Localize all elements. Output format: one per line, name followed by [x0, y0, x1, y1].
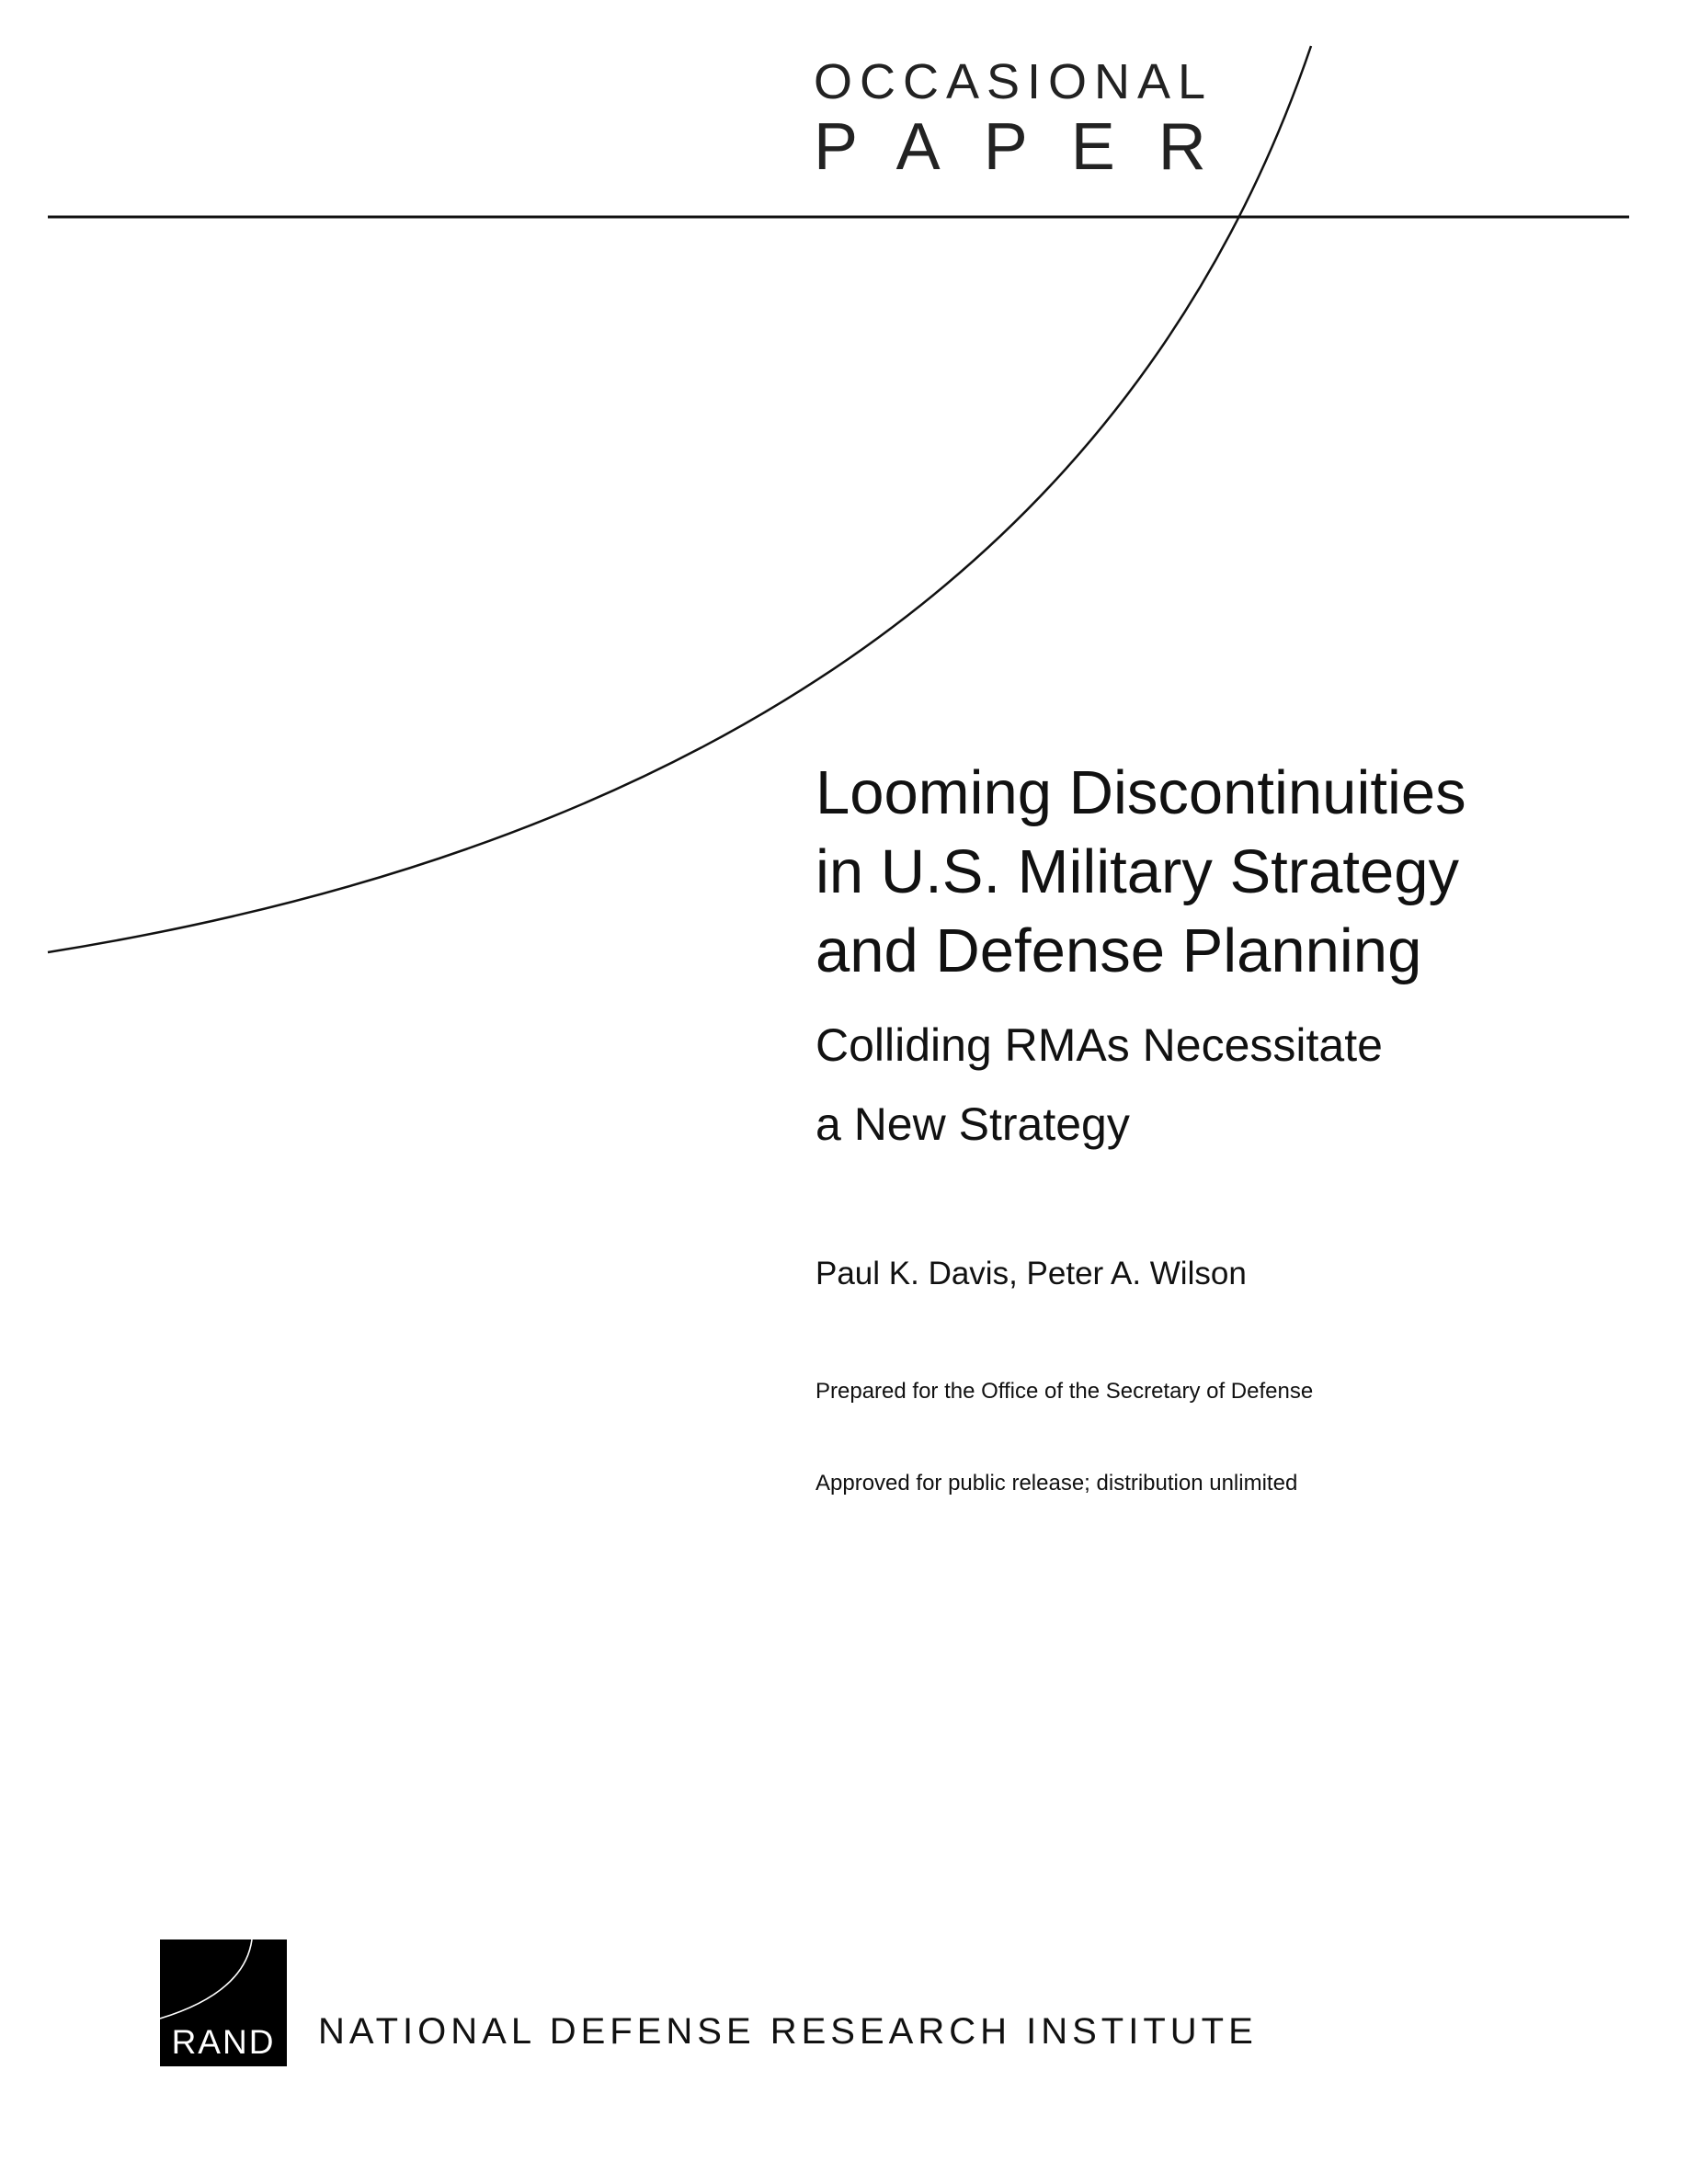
authors: Paul K. Davis, Peter A. Wilson [815, 1256, 1247, 1291]
report-title-line-3: and Defense Planning [815, 916, 1422, 985]
report-subtitle-line-1: Colliding RMAs Necessitate [815, 1019, 1383, 1071]
prepared-for: Prepared for the Office of the Secretary of Defense [815, 1379, 1314, 1404]
report-title-line-2: in U.S. Military Strategy [815, 837, 1459, 906]
title-block [815, 754, 1533, 1164]
report-subtitle [815, 1006, 1533, 1164]
series-label-line-2: PAPER [814, 110, 1249, 184]
release-statement: Approved for public release; distribution unlimited [815, 1471, 1298, 1496]
report-subtitle-line-2: a New Strategy [815, 1098, 1130, 1150]
report-title [815, 754, 1533, 991]
rand-logo-text: RAND [171, 2023, 276, 2061]
report-title-line-1: Looming Discontinuities [815, 758, 1466, 827]
series-label [814, 54, 1249, 184]
rand-logo [160, 1939, 287, 2066]
series-label-line-1: OCCASIONAL [814, 54, 1214, 109]
publisher-division: NATIONAL DEFENSE RESEARCH INSTITUTE [318, 2011, 1258, 2052]
